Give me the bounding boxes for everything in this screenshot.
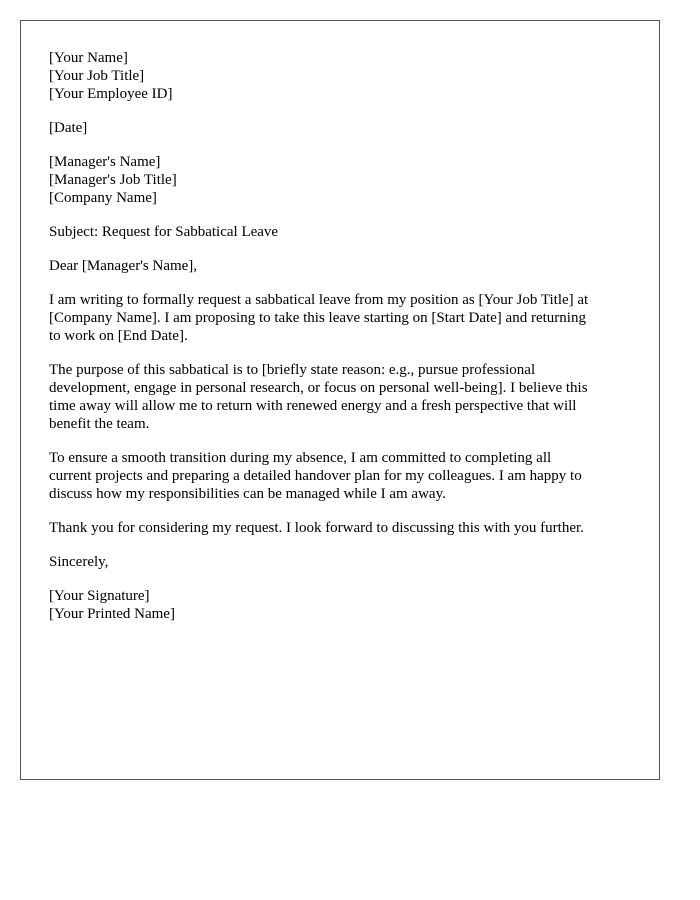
letter-body (49, 49, 639, 639)
signature-placeholder: [Your Signature] (49, 588, 150, 604)
recipient-name: [Manager's Name] (49, 154, 161, 170)
paragraph-line: current projects and preparing a detailed handover plan for my colleagues. I am happy to (49, 468, 582, 484)
paragraph-line: benefit the team. (49, 416, 150, 432)
recipient-block (49, 153, 639, 207)
paragraph-transition (49, 449, 639, 503)
salutation-block (49, 257, 639, 275)
date-block (49, 119, 639, 137)
sender-block (49, 49, 639, 103)
subject-block (49, 223, 639, 241)
paragraph-line: Thank you for considering my request. I look forward to discussing this with you further. (49, 520, 584, 536)
signature-block (49, 587, 639, 623)
paragraph-line: discuss how my responsibilities can be managed while I am away. (49, 486, 446, 502)
sender-job-title: [Your Job Title] (49, 68, 145, 84)
letter-date: [Date] (49, 120, 88, 136)
paragraph-thanks (49, 519, 639, 537)
paragraph-line: To ensure a smooth transition during my absence, I am committed to completing all (49, 450, 552, 466)
paragraph-line: development, engage in personal research, or focus on personal well-being]. I believe this (49, 380, 588, 396)
recipient-job-title: [Manager's Job Title] (49, 172, 177, 188)
salutation: Dear [Manager's Name], (49, 258, 198, 274)
closing: Sincerely, (49, 554, 109, 570)
recipient-company: [Company Name] (49, 190, 157, 206)
printed-name: [Your Printed Name] (49, 606, 175, 622)
sender-employee-id: [Your Employee ID] (49, 86, 173, 102)
paragraph-request (49, 291, 639, 345)
paragraph-line: The purpose of this sabbatical is to [briefly state reason: e.g., pursue professional (49, 362, 536, 378)
paragraph-line: to work on [End Date]. (49, 328, 188, 344)
letter-page (20, 20, 660, 780)
paragraph-line: time away will allow me to return with renewed energy and a fresh perspective that will (49, 398, 577, 414)
sender-name: [Your Name] (49, 50, 128, 66)
closing-block (49, 553, 639, 571)
paragraph-purpose (49, 361, 639, 433)
paragraph-line: [Company Name]. I am proposing to take this leave starting on [Start Date] and returning (49, 310, 586, 326)
paragraph-line: I am writing to formally request a sabbatical leave from my position as [Your Job Title] at (49, 292, 589, 308)
subject-line: Subject: Request for Sabbatical Leave (49, 224, 279, 240)
